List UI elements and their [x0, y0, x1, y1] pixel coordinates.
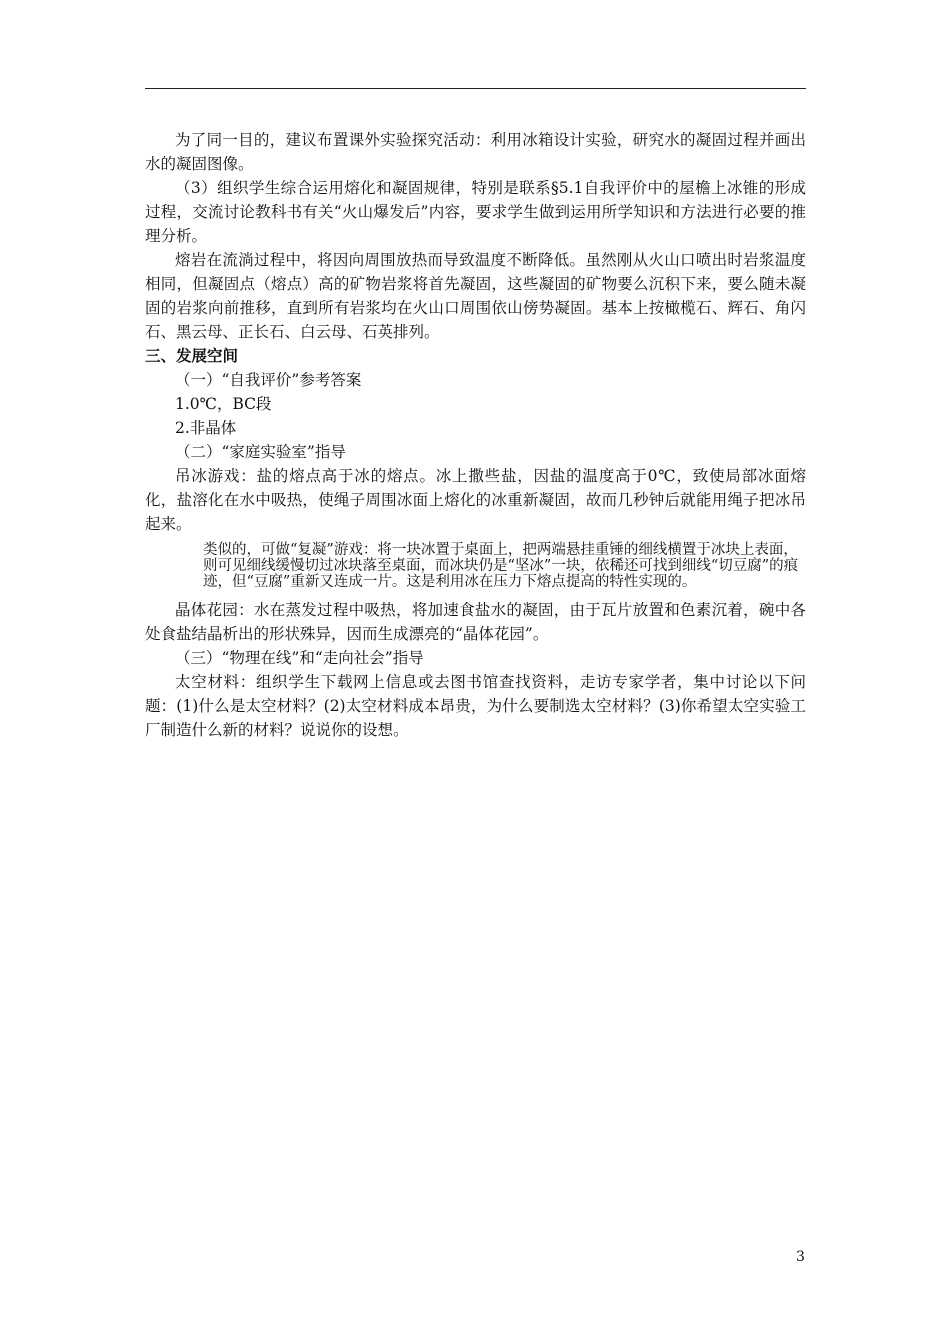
header-rule	[145, 88, 806, 89]
page-number: 3	[796, 1249, 805, 1265]
answer-2: 2.非晶体	[175, 419, 237, 437]
paragraph-goal: 为了同一目的，建议布置课外实验探究活动：利用冰箱设计实验，研究水的凝固过程并画出水的凝固图像。	[145, 131, 806, 173]
paragraph-lava: 熔岩在流淌过程中，将因向周围放热而导致温度不断降低。虽然刚从火山口喷出时岩浆温度相同，但凝固点（熔点）高的矿物岩浆将首先凝固，这些凝固的矿物要么沉积下来，要么随未凝固的岩浆向前推移，直到所有岩浆均在火山口周围依山傍势凝固。基本上按橄榄石、辉石、角闪石、黑云母、正长石、白云母、石英排列。	[145, 251, 806, 341]
subheading-self-evaluation: （一）“自我评价”参考答案	[175, 371, 362, 389]
regelation-text: 类似的，可做“复凝”游戏：将一块冰置于桌面上，把两端悬挂重锤的细线横置于冰块上表面，则可见细线缓慢切过冰块落至桌面，而冰块仍是“坚冰”一块，依稀还可找到细线“切豆腐”的痕迹，但“豆腐”重新又连成一片。这是利用冰在压力下熔点提高的特性实现的。	[203, 542, 799, 590]
section-heading: 三、发展空间	[145, 347, 239, 365]
document-body	[145, 128, 806, 742]
paragraph-item-3: （3）组织学生综合运用熔化和凝固规律，特别是联系§5.1自我评价中的屋檐上冰锥的形成过程，交流讨论教科书有关“火山爆发后”内容，要求学生做到运用所学知识和方法进行必要的推理分析。	[145, 179, 806, 245]
subheading-home-lab: （二）“家庭实验室”指导	[175, 443, 346, 461]
paragraph-crystal-garden: 晶体花园：水在蒸发过程中吸热，将加速食盐水的凝固，由于瓦片放置和色素沉着，碗中各处食盐结晶析出的形状殊异，因而生成漂亮的“晶体花园”。	[145, 601, 806, 643]
paragraph-ice-game: 吊冰游戏：盐的熔点高于冰的熔点。冰上撒些盐，因盐的温度高于0℃，致使局部冰面熔化，盐溶化在水中吸热，使绳子周围冰面上熔化的冰重新凝固，故而几秒钟后就能用绳子把冰吊起来。	[145, 467, 806, 533]
paragraph-regelation	[145, 542, 806, 590]
subheading-online-society: （三）“物理在线”和“走向社会”指导	[175, 649, 424, 667]
answer-1: 1.0℃，BC段	[175, 395, 272, 413]
paragraph-space-materials: 太空材料：组织学生下载网上信息或去图书馆查找资料，走访专家学者，集中讨论以下问题：(1)什么是太空材料？(2)太空材料成本昂贵，为什么要制选太空材料？(3)你希望太空实验工厂制造什么新的材料？说说你的设想。	[145, 673, 806, 739]
